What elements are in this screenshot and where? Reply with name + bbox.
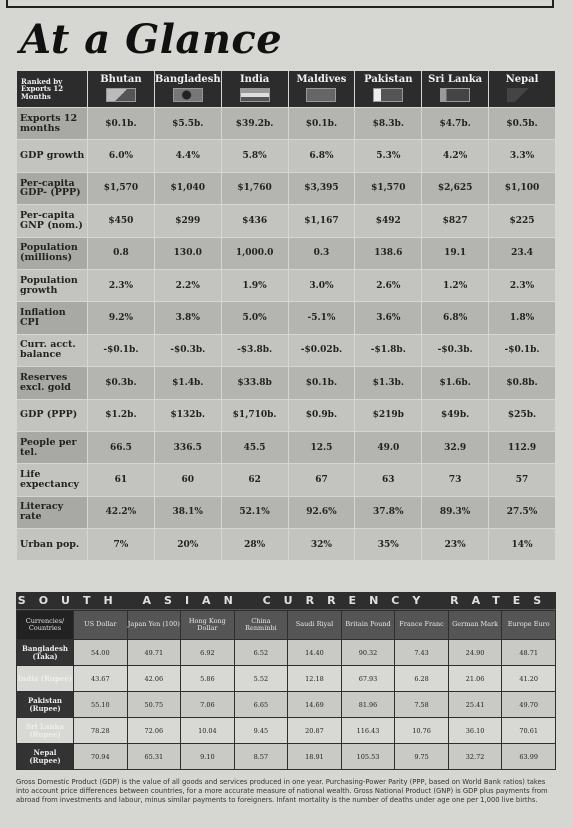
indicator-value: $1,167	[289, 205, 355, 236]
indicator-value: -5.1%	[289, 302, 355, 333]
indicator-value: $132b.	[155, 400, 221, 431]
indicator-value: $25b.	[489, 400, 555, 431]
page-title: At a Glance	[20, 16, 283, 63]
indicator-value: 0.8	[88, 238, 154, 269]
indicator-label: Reserves excl. gold	[17, 367, 87, 398]
currency-rate-value: 63.99	[502, 744, 555, 769]
currency-rate-value: 24.90	[449, 640, 502, 665]
indicator-value: 2.3%	[489, 270, 555, 301]
currency-rate-value: 42.06	[128, 666, 181, 691]
indicator-value: 9.2%	[88, 302, 154, 333]
indicator-value: 92.6%	[289, 497, 355, 528]
indicator-value: 5.3%	[355, 140, 421, 171]
indicator-value: 57	[489, 464, 555, 495]
currency-column-header: Japan Yen (100)	[128, 611, 181, 639]
country-name: India	[240, 74, 270, 85]
indicator-value: $1,570	[355, 173, 421, 204]
currency-rate-value: 70.61	[502, 718, 555, 743]
indicator-value: $436	[222, 205, 288, 236]
currency-column-header: Hong Kong Dollar	[181, 611, 234, 639]
indicator-value: 1.9%	[222, 270, 288, 301]
indicator-label: Urban pop.	[17, 529, 87, 560]
indicator-row	[17, 497, 555, 528]
indicator-label: Population growth	[17, 270, 87, 301]
indicator-value: 12.5	[289, 432, 355, 463]
currency-rate-value: 9.75	[395, 744, 448, 769]
indicator-value: 52.1%	[222, 497, 288, 528]
currency-rate-value: 9.10	[181, 744, 234, 769]
country-header	[222, 71, 288, 107]
country-header	[355, 71, 421, 107]
currency-column-header: US Dollar	[74, 611, 127, 639]
india-flag-icon	[240, 88, 270, 102]
nepal-flag-icon	[507, 88, 537, 102]
indicator-value: 60	[155, 464, 221, 495]
currency-rate-value: 5.52	[235, 666, 288, 691]
currency-rate-value: 72.06	[128, 718, 181, 743]
indicator-value: 3.8%	[155, 302, 221, 333]
currency-row	[17, 640, 555, 665]
indicator-value: 112.9	[489, 432, 555, 463]
indicator-label: People per tel.	[17, 432, 87, 463]
country-name: Bangladesh	[154, 74, 221, 85]
indicator-value: 23.4	[489, 238, 555, 269]
indicator-rows	[17, 108, 555, 560]
indicator-row	[17, 270, 555, 301]
indicator-value: 4.2%	[422, 140, 488, 171]
indicator-value: 66.5	[88, 432, 154, 463]
indicator-value: 19.1	[422, 238, 488, 269]
indicator-value: 32%	[289, 529, 355, 560]
indicator-value: 4.4%	[155, 140, 221, 171]
currency-rates-panel	[16, 592, 556, 770]
currency-row	[17, 692, 555, 717]
indicator-value: 6.0%	[88, 140, 154, 171]
indicator-value: 67	[289, 464, 355, 495]
indicator-value: 89.3%	[422, 497, 488, 528]
indicator-label: Per-capita GDP- (PPP)	[17, 173, 87, 204]
indicator-value: $4.7b.	[422, 108, 488, 139]
currency-rate-value: 36.10	[449, 718, 502, 743]
country-name: Nepal	[505, 74, 539, 85]
indicator-value: -$0.3b.	[155, 335, 221, 366]
currency-rate-value: 49.70	[502, 692, 555, 717]
indicator-value: $219b	[355, 400, 421, 431]
currency-rate-value: 41.20	[502, 666, 555, 691]
indicator-value: 45.5	[222, 432, 288, 463]
indicator-row	[17, 302, 555, 333]
indicator-label: Exports 12 months	[17, 108, 87, 139]
indicator-value: 20%	[155, 529, 221, 560]
indicator-value: -$1.8b.	[355, 335, 421, 366]
currency-rows	[17, 640, 555, 769]
country-name: Maldives	[296, 74, 347, 85]
indicator-row	[17, 108, 555, 139]
currency-rate-value: 25.41	[449, 692, 502, 717]
currency-rate-value: 5.86	[181, 666, 234, 691]
indicator-value: 38.1%	[155, 497, 221, 528]
indicator-value: -$3.8b.	[222, 335, 288, 366]
country-header	[489, 71, 555, 107]
currency-rate-value: 78.28	[74, 718, 127, 743]
indicator-label: GDP (PPP)	[17, 400, 87, 431]
indicator-value: -$0.02b.	[289, 335, 355, 366]
indicator-value: 35%	[355, 529, 421, 560]
indicator-value: $450	[88, 205, 154, 236]
top-border-rule	[6, 0, 554, 8]
currency-rate-value: 9.45	[235, 718, 288, 743]
indicator-value: 130.0	[155, 238, 221, 269]
currency-column-header: China Renminbi	[235, 611, 288, 639]
indicator-value: -$0.1b.	[88, 335, 154, 366]
country-header	[88, 71, 154, 107]
currency-rate-value: 8.57	[235, 744, 288, 769]
indicator-value: $1,760	[222, 173, 288, 204]
indicator-value: $0.9b.	[289, 400, 355, 431]
indicator-value: $1.4b.	[155, 367, 221, 398]
indicator-value: 73	[422, 464, 488, 495]
indicator-value: 49.0	[355, 432, 421, 463]
currency-rate-value: 116.43	[342, 718, 395, 743]
indicator-value: $1,570	[88, 173, 154, 204]
currency-column-header: German Mark	[449, 611, 502, 639]
indicator-value: $49b.	[422, 400, 488, 431]
maldives-flag-icon	[306, 88, 336, 102]
indicator-value: $39.2b.	[222, 108, 288, 139]
indicator-value: -$0.1b.	[489, 335, 555, 366]
indicator-label: Inflation CPI	[17, 302, 87, 333]
indicator-value: $8.3b.	[355, 108, 421, 139]
currency-rate-value: 67.93	[342, 666, 395, 691]
indicator-value: 1.2%	[422, 270, 488, 301]
indicator-value: $0.3b.	[88, 367, 154, 398]
country-name: Sri Lanka	[428, 74, 483, 85]
indicator-value: $0.1b.	[88, 108, 154, 139]
currency-row	[17, 718, 555, 743]
indicator-value: 336.5	[155, 432, 221, 463]
indicator-value: 6.8%	[289, 140, 355, 171]
indicator-value: $492	[355, 205, 421, 236]
indicator-value: $2,625	[422, 173, 488, 204]
indicator-row	[17, 205, 555, 236]
indicator-row	[17, 238, 555, 269]
indicator-value: $0.8b.	[489, 367, 555, 398]
indicator-value: $0.5b.	[489, 108, 555, 139]
currency-rate-value: 43.67	[74, 666, 127, 691]
indicator-value: $1.2b.	[88, 400, 154, 431]
indicator-row	[17, 464, 555, 495]
indicator-value: $5.5b.	[155, 108, 221, 139]
indicator-value: 1,000.0	[222, 238, 288, 269]
currency-rate-value: 10.04	[181, 718, 234, 743]
currency-rate-value: 6.28	[395, 666, 448, 691]
indicator-value: 6.8%	[422, 302, 488, 333]
indicator-value: $225	[489, 205, 555, 236]
indicator-value: $1,710b.	[222, 400, 288, 431]
indicator-label: Curr. acct. balance	[17, 335, 87, 366]
currency-rate-value: 7.06	[181, 692, 234, 717]
indicator-label: Life expectancy	[17, 464, 87, 495]
indicator-label: Per-capita GNP (nom.)	[17, 205, 87, 236]
currency-rate-value: 7.58	[395, 692, 448, 717]
indicator-value: 63	[355, 464, 421, 495]
country-header	[155, 71, 221, 107]
indicator-row	[17, 432, 555, 463]
country-name: Pakistan	[364, 74, 413, 85]
indicator-row	[17, 173, 555, 204]
ranking-note: Ranked by Exports 12 Months	[17, 71, 87, 107]
indicator-label: GDP growth	[17, 140, 87, 171]
currency-column-header: France Franc	[395, 611, 448, 639]
currencies-countries-label: Currencies/ Countries	[17, 611, 73, 639]
indicator-value: $0.1b.	[289, 108, 355, 139]
indicator-value: 1.8%	[489, 302, 555, 333]
currency-rate-value: 32.72	[449, 744, 502, 769]
currency-rate-value: 12.18	[288, 666, 341, 691]
indicator-value: $0.1b.	[289, 367, 355, 398]
currency-country-label: Nepal (Rupee)	[17, 744, 73, 769]
indicator-value: 32.9	[422, 432, 488, 463]
indicator-value: 2.3%	[88, 270, 154, 301]
currency-rate-value: 10.76	[395, 718, 448, 743]
currency-rate-value: 6.65	[235, 692, 288, 717]
currency-rate-value: 54.00	[74, 640, 127, 665]
currency-country-label: Sri Lanka (Rupee)	[17, 718, 73, 743]
currency-column-header: Europe Euro	[502, 611, 555, 639]
indicator-value: $1.6b.	[422, 367, 488, 398]
indicator-value: $3,395	[289, 173, 355, 204]
indicator-row	[17, 335, 555, 366]
indicator-value: 23%	[422, 529, 488, 560]
indicator-value: 2.2%	[155, 270, 221, 301]
currency-rates-table	[16, 610, 556, 770]
footnote: Gross Domestic Product (GDP) is the value of all goods and services produced in one year. Purchasing-Power Parity (PPP, based on World Bank ratios) takes into account price differences between countries, for a more accurate measure of national wealth. Gross National Product (GNP) is GDP plus payments from abroad from investments and labour, minus similar payments to foreigners. Infant mortality is the number of deaths under age one per 1,000 live births.	[16, 778, 548, 804]
indicator-value: $1,040	[155, 173, 221, 204]
indicator-value: $1,100	[489, 173, 555, 204]
currency-rate-value: 20.87	[288, 718, 341, 743]
country-header	[289, 71, 355, 107]
bhutan-flag-icon	[106, 88, 136, 102]
currency-rate-value: 6.92	[181, 640, 234, 665]
indicator-row	[17, 140, 555, 171]
currency-row	[17, 666, 555, 691]
currency-rate-value: 49.71	[128, 640, 181, 665]
currency-rate-value: 18.91	[288, 744, 341, 769]
indicator-value: 27.5%	[489, 497, 555, 528]
currency-row	[17, 744, 555, 769]
indicator-value: 28%	[222, 529, 288, 560]
indicator-row	[17, 400, 555, 431]
country-header	[422, 71, 488, 107]
indicator-value: 3.0%	[289, 270, 355, 301]
currency-country-label: Pakistan (Rupee)	[17, 692, 73, 717]
currency-rate-value: 55.10	[74, 692, 127, 717]
bangladesh-flag-icon	[173, 88, 203, 102]
currency-rate-value: 81.96	[342, 692, 395, 717]
indicator-label: Population (millions)	[17, 238, 87, 269]
at-a-glance-table	[16, 70, 556, 561]
currency-rate-value: 50.75	[128, 692, 181, 717]
currency-column-header: Saudi Riyal	[288, 611, 341, 639]
currency-country-label: Bangladesh (Taka)	[17, 640, 73, 665]
indicator-value: 37.8%	[355, 497, 421, 528]
sri-lanka-flag-icon	[440, 88, 470, 102]
indicator-value: 14%	[489, 529, 555, 560]
indicator-value: 42.2%	[88, 497, 154, 528]
indicator-value: $827	[422, 205, 488, 236]
currency-rate-value: 48.71	[502, 640, 555, 665]
currency-rates-title: SOUTH ASIAN CURRENCY RATES	[16, 592, 556, 610]
indicator-value: 3.3%	[489, 140, 555, 171]
pakistan-flag-icon	[373, 88, 403, 102]
currency-rate-value: 7.43	[395, 640, 448, 665]
currency-rate-value: 90.32	[342, 640, 395, 665]
indicator-value: $299	[155, 205, 221, 236]
currency-rate-value: 65.31	[128, 744, 181, 769]
indicator-row	[17, 367, 555, 398]
currency-rate-value: 6.52	[235, 640, 288, 665]
currency-column-header: Britain Pound	[342, 611, 395, 639]
country-name: Bhutan	[100, 74, 142, 85]
indicator-value: 5.0%	[222, 302, 288, 333]
currency-rate-value: 70.94	[74, 744, 127, 769]
country-header-row	[17, 71, 555, 107]
indicator-value: $33.8b	[222, 367, 288, 398]
currency-country-label: India (Rupee)	[17, 666, 73, 691]
currency-rate-value: 105.53	[342, 744, 395, 769]
indicator-value: -$0.3b.	[422, 335, 488, 366]
indicator-label: Literacy rate	[17, 497, 87, 528]
currency-rate-value: 14.40	[288, 640, 341, 665]
indicator-row	[17, 529, 555, 560]
indicator-value: 3.6%	[355, 302, 421, 333]
indicator-value: 5.8%	[222, 140, 288, 171]
indicator-value: 138.6	[355, 238, 421, 269]
indicator-value: 61	[88, 464, 154, 495]
currency-header-row	[17, 611, 555, 639]
currency-rate-value: 14.69	[288, 692, 341, 717]
indicator-value: $1.3b.	[355, 367, 421, 398]
indicator-value: 0.3	[289, 238, 355, 269]
currency-rate-value: 21.06	[449, 666, 502, 691]
indicator-value: 62	[222, 464, 288, 495]
indicator-value: 7%	[88, 529, 154, 560]
indicator-value: 2.6%	[355, 270, 421, 301]
